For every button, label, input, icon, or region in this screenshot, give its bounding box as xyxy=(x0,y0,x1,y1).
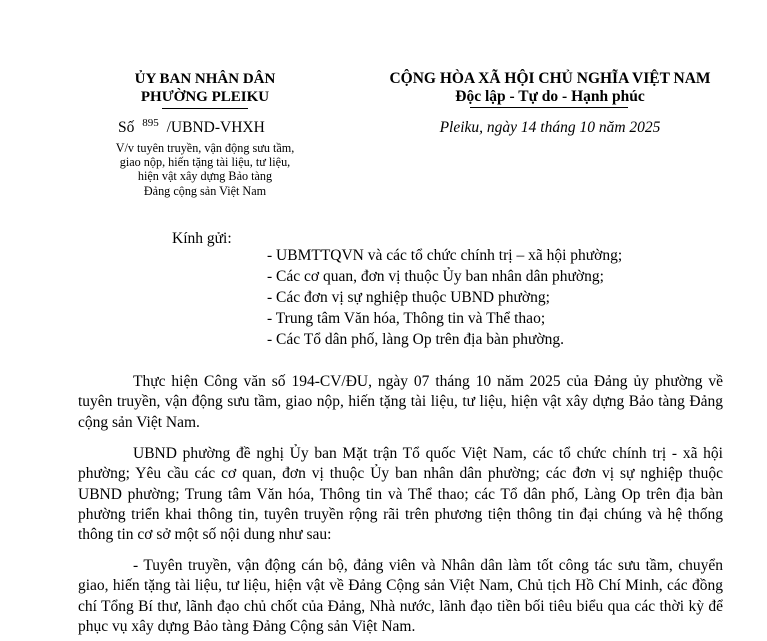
body-paragraph-3: - Tuyên truyền, vận động cán bộ, đảng viên và Nhân dân làm tốt công tác sưu tầm, chuyển giao, hiến tặng tài liệu, tư liệu, hiện vật về Đảng Cộng sản Việt Nam, Chủ tịch Hồ Chí Minh, các đồng chí Tổng Bí thư, lãnh đạo chủ chốt của Đảng, Nhà nước, lãnh đạo tiền bối tiêu biểu qua các thời kỳ để phục vụ xây dựng Bảo tàng Đảng Cộng sản Việt Nam. xyxy=(78,557,723,635)
nation-title: CỘNG HÒA XÃ HỘI CHỦ NGHĨA VIỆT NAM xyxy=(389,70,711,87)
subject-line: giao nộp, hiến tặng tài liệu, tư liệu, xyxy=(119,155,291,170)
org-name-line1: ỦY BAN NHÂN DÂN xyxy=(134,71,276,87)
body-paragraph-1: Thực hiện Công văn số 194-CV/ĐU, ngày 07 tháng 10 năm 2025 của Đảng ủy phường về tuyên truyền, vận động sưu tầm, giao nộp, hiến tặng tài liệu, tư liệu, hiện vật xây dựng Bảo tàng Đảng cộng sản Việt Nam. xyxy=(78,373,723,431)
motto-underline xyxy=(470,107,628,108)
so-prefix: Số xyxy=(118,119,135,136)
subject-block xyxy=(70,141,340,198)
recipient-item: - Các Tổ dân phố, làng Op trên địa bàn phường. xyxy=(267,331,564,348)
org-underline xyxy=(162,108,248,109)
recipient-item: - Trung tâm Văn hóa, Thông tin và Thể thao; xyxy=(267,310,546,327)
so-number: 895 xyxy=(142,117,159,129)
body-paragraph-2: UBND phường đề nghị Ủy ban Mặt trận Tổ quốc Việt Nam, các tổ chức chính trị - xã hội phường; Yêu cầu các cơ quan, đơn vị thuộc Ủy ban nhân dân phường; các đơn vị sự nghiệp thuộc UBND phường; Trung tâm Văn hóa, Thông tin và Thể thao; các Tổ dân phố, Làng Op trên địa bàn phường triển khai thông tin, tuyên truyền rộng rãi trên phương tiện thông tin đại chúng và hệ thống thông tin cơ sở một số nội dung như sau: xyxy=(78,445,723,544)
recipient-item: - Các đơn vị sự nghiệp thuộc UBND phường; xyxy=(267,289,550,306)
recipient-item: - UBMTTQVN và các tổ chức chính trị – xã hội phường; xyxy=(267,247,623,264)
nation-motto: Độc lập - Tự do - Hạnh phúc xyxy=(455,88,645,105)
document-number xyxy=(118,118,265,139)
date-line: Pleiku, ngày 14 tháng 10 năm 2025 xyxy=(439,119,661,136)
recipients-label: Kính gửi: xyxy=(172,230,232,247)
recipient-item: - Các cơ quan, đơn vị thuộc Ủy ban nhân dân phường; xyxy=(267,268,604,285)
subject-line: hiện vật xây dựng Bảo tàng xyxy=(137,169,273,184)
subject-line: Đảng cộng sản Việt Nam xyxy=(143,183,267,198)
subject-line: V/v tuyên truyền, vận động sưu tầm, xyxy=(115,141,295,155)
org-name-line2: PHƯỜNG PLEIKU xyxy=(140,89,270,105)
so-code: /UBND-VHXH xyxy=(166,119,265,136)
